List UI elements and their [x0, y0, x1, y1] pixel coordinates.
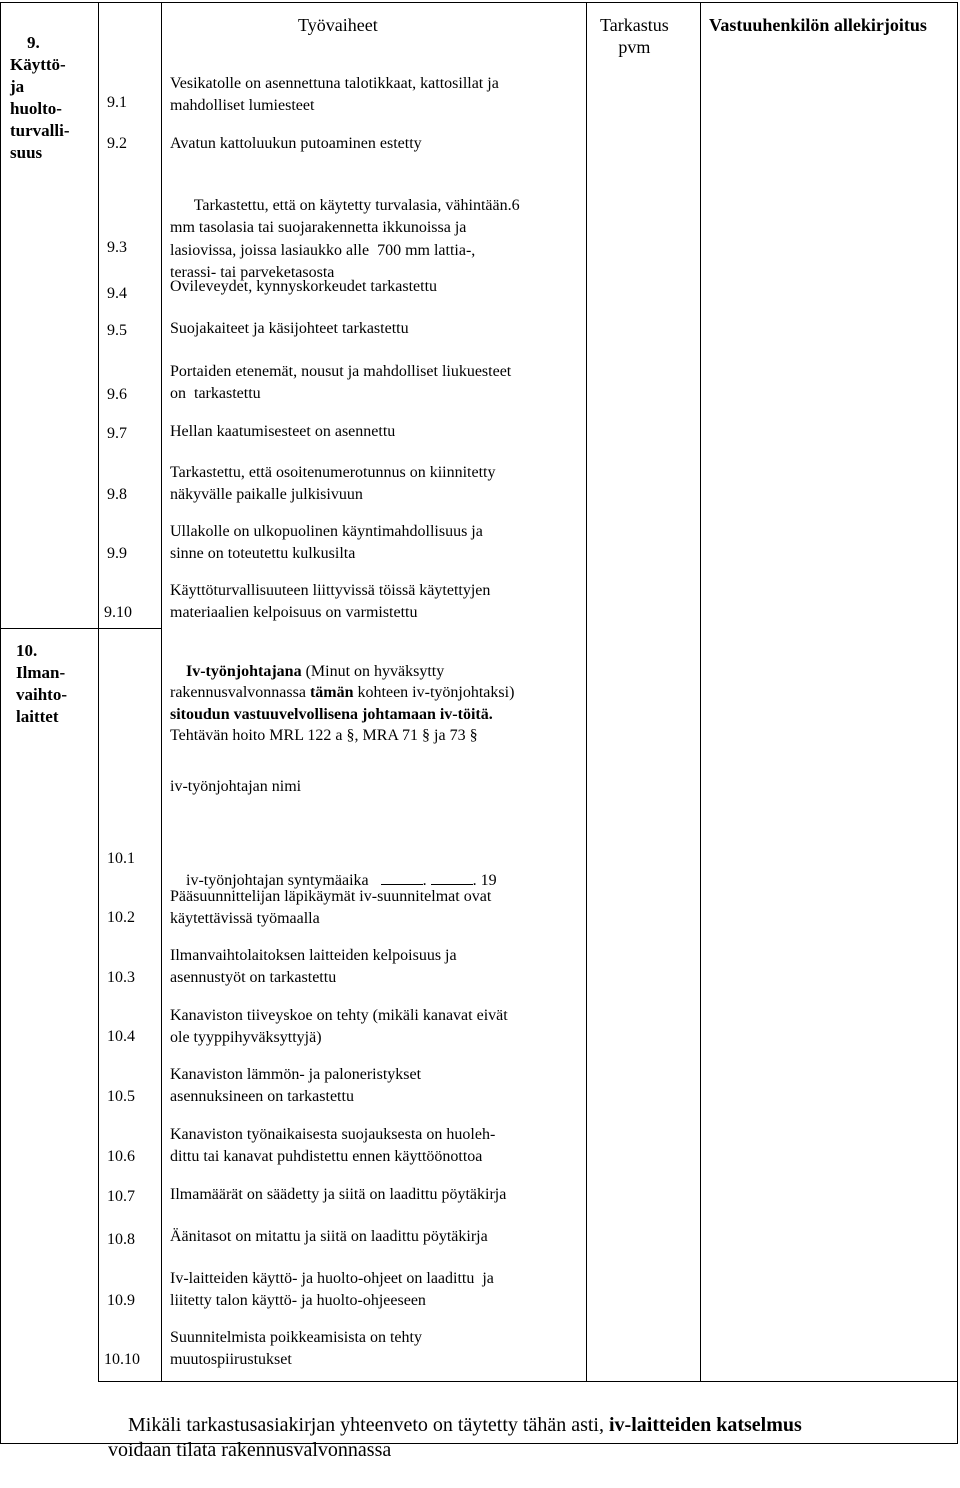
row-text: Tarkastettu, että osoitenumerotunnus on kiinnitetty näkyvälle paikalle julkisivuun — [170, 464, 496, 503]
column-header-check-date: Tarkastus pvm — [600, 15, 669, 57]
row-text-line: Tarkastettu, että on käytetty turvalasia, vähintään.6 — [193, 196, 520, 214]
row-number: 10.7 — [107, 1188, 135, 1205]
row-text: Ovileveydet, kynnyskorkeudet tarkastettu — [170, 278, 438, 295]
section-9-title: 9. Käyttö- ja huolto- turvalli- suus — [10, 33, 70, 162]
birth-date-day-blank[interactable] — [381, 870, 423, 885]
row-text: Ilmamäärät on säädetty ja siitä on laadittu pöytäkirja — [170, 1186, 507, 1203]
column-header-signature: Vastuuhenkilön allekirjoitus — [709, 15, 927, 35]
row-number: 9.8 — [107, 486, 127, 503]
table-border-left — [0, 2, 1, 1444]
column-divider — [161, 2, 162, 1382]
row-text: Kanaviston tiiveyskoe on tehty (mikäli kanavat eivät ole tyyppihyväksyttyjä) — [170, 1007, 508, 1046]
row-number: 9.1 — [107, 94, 127, 111]
row-number: 9.5 — [107, 322, 127, 339]
row-text: Kanaviston lämmön- ja paloneristykset asennuksineen on tarkastettu — [170, 1066, 422, 1105]
row-number: 9.3 — [107, 239, 127, 256]
row-text: Hellan kaatumisesteet on asennettu — [170, 423, 396, 440]
row-text: Portaiden etenemät, nousut ja mahdolliset liukuesteet on tarkastettu — [170, 363, 512, 402]
column-divider — [700, 2, 701, 1382]
row-text: Suunnitelmista poikkeamisista on tehty muutospiirustukset — [170, 1329, 422, 1368]
statement-emphasis: tämän — [309, 684, 354, 701]
birth-date-label: iv-työnjohtajan syntymäaika — [186, 871, 369, 889]
row-number: 10.6 — [107, 1148, 135, 1165]
row-number: 10.8 — [107, 1231, 135, 1248]
row-text: Äänitasot on mitattu ja siitä on laadittu pöytäkirja — [170, 1228, 488, 1245]
row-text: Pääsuunnittelijan läpikäymät iv-suunnitelmat ovat käytettävissä työmaalla — [170, 888, 492, 927]
row-text-line: terassi- tai parveketasosta — [170, 264, 335, 281]
footer-text: Mikäli tarkastusasiakirjan yhteenveto on täytetty tähän asti, — [128, 1414, 609, 1436]
row-text-line: lasiovissa, joissa lasiaukko alle 700 mm lattia-, — [170, 241, 476, 259]
footer-note — [108, 1388, 802, 1488]
statement-text: kohteen iv-työnjohtaksi) — [353, 684, 515, 701]
section-10-title: 10. Ilman- vaihto- laittet — [16, 641, 67, 726]
row-number: 10.3 — [107, 969, 135, 986]
row-text: Avatun kattoluukun putoaminen estetty — [170, 135, 422, 152]
row-number: 9.7 — [107, 425, 127, 442]
row-number: 10.5 — [107, 1088, 135, 1105]
footer-text: voidaan tilata rakennusvalvonnassa — [108, 1439, 392, 1461]
iv-supervisor-role: Iv-työnjohtajana — [186, 662, 302, 680]
row-number: 10.10 — [104, 1351, 140, 1368]
row-text: Kanaviston työnaikaisesta suojauksesta on huoleh- dittu tai kanavat puhdistettu ennen käyttöönottoa — [170, 1126, 496, 1165]
footer-divider — [98, 1381, 958, 1382]
row-text: Iv-laitteiden käyttö- ja huolto-ohjeet on laadittu ja liitetty talon käyttö- ja huolto-ohjeeseen — [170, 1270, 494, 1309]
row-text: Ullakolle on ulkopuolinen käyntimahdollisuus ja sinne on toteutettu kulkusilta — [170, 523, 483, 562]
footer-emphasis: iv-laitteiden katselmus — [608, 1414, 802, 1436]
row-number: 10.9 — [107, 1292, 135, 1309]
row-number: 9.2 — [107, 135, 127, 152]
row-text: Vesikatolle on asennettuna talotikkaat, kattosillat ja mahdolliset lumiesteet — [170, 75, 499, 114]
column-divider — [98, 2, 99, 1382]
column-divider — [586, 2, 587, 1382]
statement-legal-reference: Tehtävän hoito MRL 122 a §, MRA 71 § ja 73 § — [170, 727, 478, 744]
column-header-steps: Työvaiheet — [298, 15, 378, 35]
table-border-right — [957, 2, 958, 1444]
section-divider — [0, 628, 162, 629]
row-text: Suojakaiteet ja käsijohteet tarkastettu — [170, 320, 409, 337]
row-number: 9.6 — [107, 386, 127, 403]
birth-date-year-prefix: . 19 — [472, 871, 497, 889]
birth-date-month-blank[interactable] — [431, 870, 473, 885]
row-text-line: mm tasolasia tai suojarakennetta ikkunoissa ja — [170, 219, 467, 236]
iv-supervisor-statement — [170, 639, 514, 768]
row-number: 10.1 — [107, 850, 135, 867]
row-number: 10.2 — [107, 909, 135, 926]
statement-commitment: sitoudun vastuuvelvollisena johtamaan iv-töitä. — [170, 705, 493, 723]
statement-text: rakennusvalvonnassa — [170, 684, 310, 701]
row-number: 9.10 — [104, 604, 132, 621]
row-number: 10.4 — [107, 1028, 135, 1045]
table-border-top — [0, 2, 958, 3]
row-text: Ilmanvaihtolaitoksen laitteiden kelpoisuus ja asennustyöt on tarkastettu — [170, 947, 457, 986]
iv-supervisor-name-label: iv-työnjohtajan nimi — [170, 778, 302, 795]
birth-date-separator: . — [422, 871, 427, 889]
row-number: 9.9 — [107, 545, 127, 562]
statement-text: (Minut on hyväksytty — [301, 662, 445, 680]
row-text: Käyttöturvallisuuteen liittyvissä töissä käytettyjen materiaalien kelpoisuus on varmistettu — [170, 582, 491, 621]
row-number: 9.4 — [107, 285, 127, 302]
